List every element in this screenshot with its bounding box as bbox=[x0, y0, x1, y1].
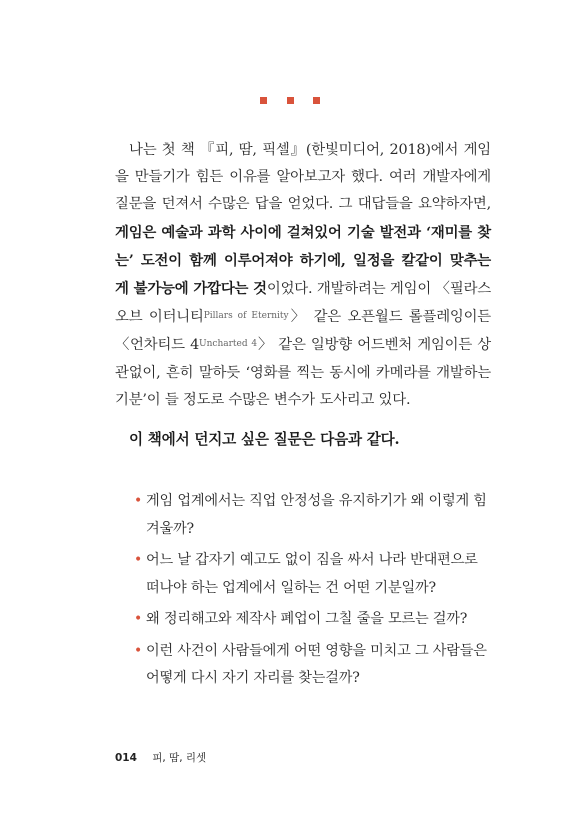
ornament-square-icon bbox=[260, 97, 267, 104]
question-list bbox=[134, 488, 490, 697]
list-item bbox=[134, 547, 490, 602]
question-text: 게임 업계에서는 직업 안정성을 유지하기가 왜 이렇게 힘겨울까? bbox=[146, 493, 487, 537]
body-paragraph-container bbox=[115, 137, 491, 414]
body-paragraph bbox=[115, 137, 491, 414]
list-item bbox=[134, 606, 490, 634]
page-footer bbox=[115, 750, 206, 765]
bullet-icon: • bbox=[134, 493, 143, 509]
ornament-square-icon bbox=[287, 97, 294, 104]
question-text: 이런 사건이 사람들에게 어떤 영향을 미치고 그 사람들은 어떻게 다시 자기 자리를 찾는걸까? bbox=[146, 642, 487, 686]
question-text: 어느 날 갑자기 예고도 없이 짐을 싸서 나라 반대편으로 떠나야 하는 업계에서 일하는 건 어떤 기분일까? bbox=[146, 552, 478, 596]
question-text: 왜 정리해고와 제작사 폐업이 그칠 줄을 모르는 걸까? bbox=[146, 611, 468, 627]
list-item bbox=[134, 638, 490, 693]
running-book-title: 피, 땀, 리셋 bbox=[152, 752, 207, 764]
bullet-icon: • bbox=[134, 642, 143, 659]
question-heading: 이 책에서 던지고 싶은 질문은 다음과 같다. bbox=[129, 431, 400, 448]
bullet-icon: • bbox=[134, 611, 143, 627]
original-title-superscript: Uncharted 4 bbox=[199, 339, 258, 350]
page-number: 014 bbox=[115, 752, 137, 764]
paragraph-segment: 〉 같은 일방향 어드벤처 게임이든 상관없이, 흔히 말하듯 ‘영화를 찍는 동시에 카메라를 개발하는 기분’이 들 정도로 수많은 변수가 도사리고 있다. bbox=[115, 337, 491, 408]
paragraph-segment: 〉 같은 오픈월드 롤플레잉이든 〈언차티드 4 bbox=[115, 309, 492, 354]
original-title-superscript: Pillars of Eternity bbox=[203, 311, 289, 322]
paragraph-emphasis: 게임은 예술과 과학 사이에 걸쳐있어 기술 발전과 ‘재미를 찾는’ 도전이 함께 이루어져야 하기에, 일정을 칼같이 맞추는 게 불가능에 가깝다는 것 bbox=[115, 223, 491, 298]
paragraph-segment: 이었다. 개발하려는 게임이 〈필라스 오브 이터니티 bbox=[115, 281, 491, 326]
section-ornament bbox=[0, 90, 580, 109]
list-item bbox=[134, 488, 490, 543]
bullet-icon: • bbox=[134, 552, 143, 568]
paragraph-segment: 나는 첫 책 『피, 땀, 픽셀』(한빛미디어, 2018)에서 게임을 만들기가 힘든 이유를 알아보고자 했다. 여러 개발자에게 질문을 던져서 수많은 답을 얻었다. 그 대답들을 요약하자면, bbox=[115, 142, 491, 213]
ornament-square-icon bbox=[313, 97, 320, 104]
